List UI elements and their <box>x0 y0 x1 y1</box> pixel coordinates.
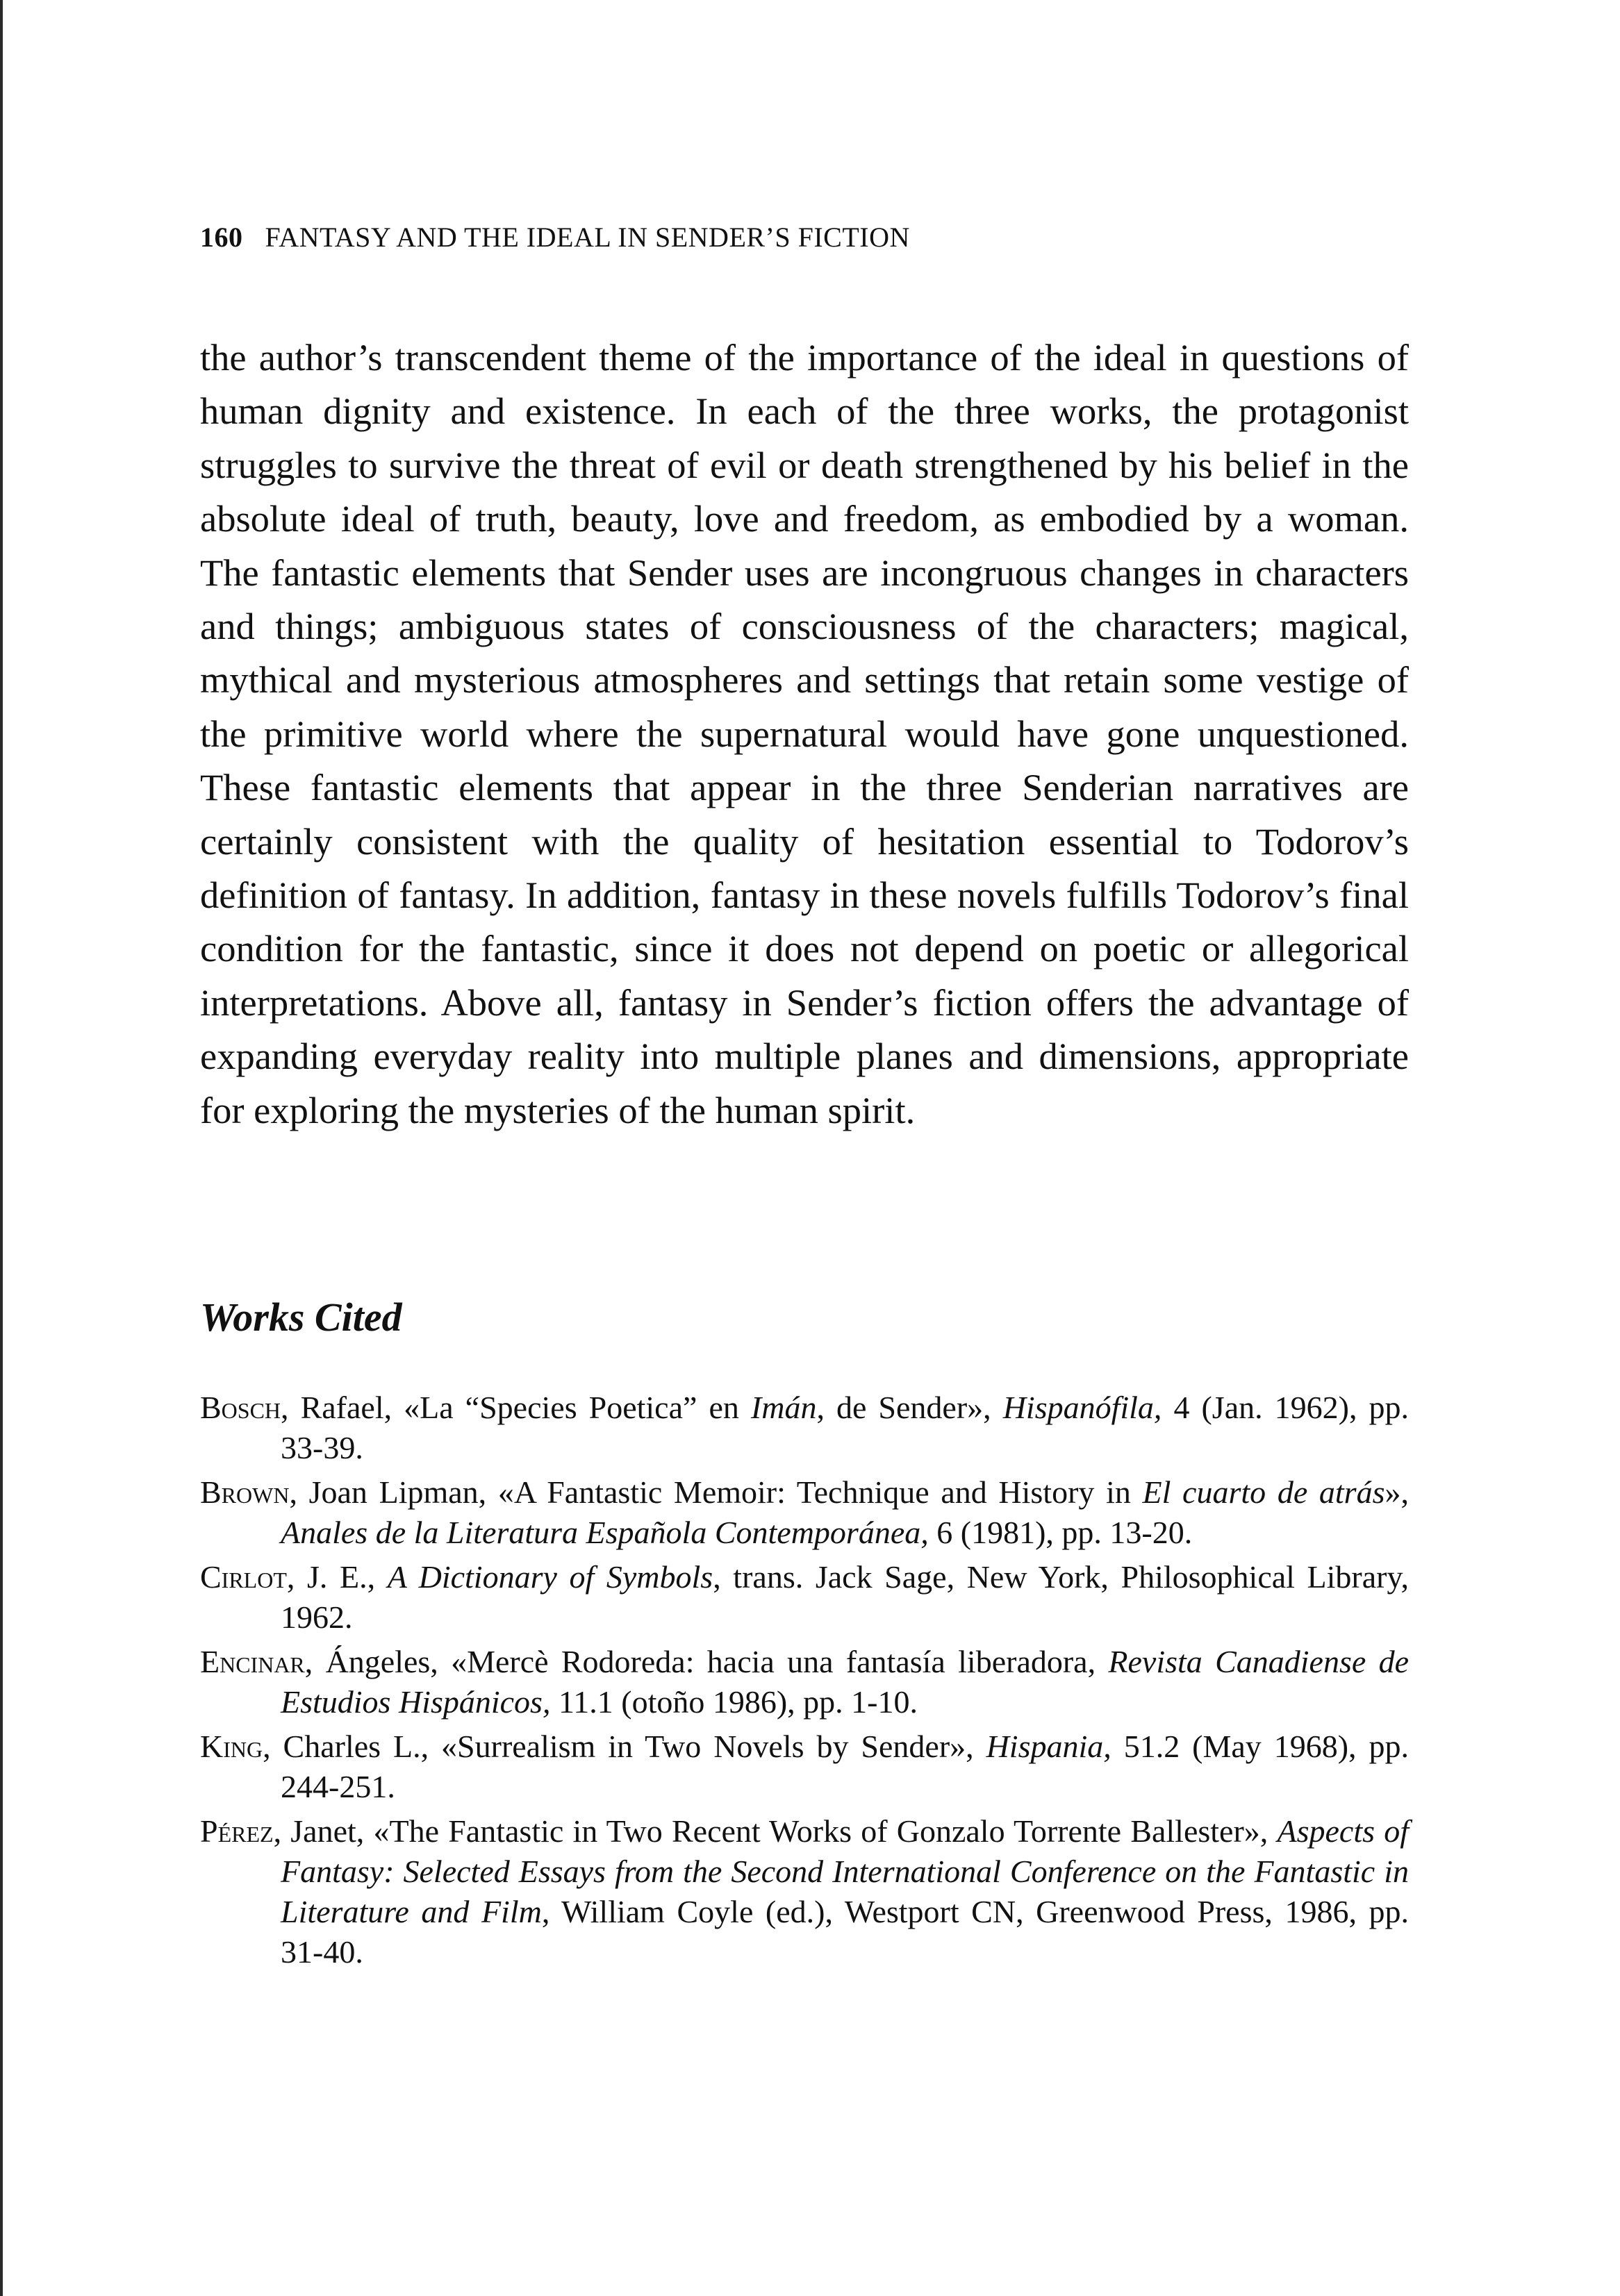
entry-italic-journal: Hispanófila, <box>1002 1390 1162 1425</box>
entry-text: , Charles L., «Surrealism in Two Novels by Sender», <box>263 1729 986 1764</box>
works-cited-entry-encinar <box>200 1642 1409 1722</box>
entry-surname: Pérez <box>200 1813 274 1849</box>
works-cited-list <box>200 1388 1409 1977</box>
entry-text: , trans. Jack Sage, New York, Philosophical Library, 1962. <box>281 1559 1409 1635</box>
entry-surname: Bosch <box>200 1390 281 1425</box>
running-title: FANTASY AND THE IDEAL IN SENDER’S FICTION <box>265 222 910 253</box>
entry-text: , Rafael, «La “Species Poetica” en <box>281 1390 751 1425</box>
entry-text: , Joan Lipman, «A Fantastic Memoir: Technique and History in <box>289 1474 1143 1510</box>
entry-text: 51.2 (May 1968), pp. 244-251. <box>281 1729 1409 1804</box>
entry-surname: Brown <box>200 1474 290 1510</box>
entry-surname: Cirlot <box>200 1559 287 1595</box>
entry-italic-journal: Hispania, <box>986 1729 1111 1764</box>
entry-text: 4 (Jan. 1962), pp. 33-39. <box>281 1390 1409 1465</box>
entry-surname: King <box>200 1729 263 1764</box>
body-paragraph: the author’s transcendent theme of the importance of the ideal in questions of human dignity and existence. In each of the three works, the protagonist struggles to survive the threat of evil or death strengthened by his belief in the absolute ideal of truth, beauty, love and freedom, as embodied by a woman. The fantastic elements that Sender uses are incongruous changes in characters and things; ambiguous states of consciousness of the characters; magical, mythical and mysterious atmospheres and settings that retain some vestige of the primitive world where the supernatural would have gone unquestioned. These fantastic elements that appear in the three Senderian narratives are certainly consistent with the quality of hesitation essential to Todorov’s definition of fantasy. In addition, fantasy in these novels fulfills Todorov’s final condition for the fantastic, since it does not depend on poetic or allegorical interpretations. Above all, fantasy in Sender’s fiction offers the advantage of expanding everyday reality into multiple planes and dimensions, appropriate for exploring the mysteries of the human spirit. <box>200 336 1409 1131</box>
entry-italic-title: A Dictionary of Symbols <box>387 1559 713 1595</box>
entry-text: 6 (1981), pp. 13-20. <box>928 1515 1193 1550</box>
page-header <box>200 221 910 254</box>
entry-italic-journal: Revista Canadiense de Estudios Hispánicos, <box>281 1644 1410 1720</box>
works-cited-entry-brown <box>200 1472 1409 1553</box>
entry-italic-journal: Anales de la Literatura Española Contemporánea, <box>281 1515 929 1550</box>
works-cited-heading: Works Cited <box>200 1295 402 1340</box>
works-cited-entry-perez <box>200 1811 1409 1972</box>
works-cited-entry-cirlot <box>200 1557 1409 1638</box>
entry-surname: Encinar <box>200 1644 305 1679</box>
entry-text: , J. E., <box>286 1559 388 1595</box>
entry-text: 11.1 (otoño 1986), pp. 1-10. <box>550 1684 918 1720</box>
entry-italic-title: El cuarto de atrás <box>1142 1474 1385 1510</box>
entry-text: , William Coyle (ed.), Westport CN, Greenwood Press, 1986, pp. 31-40. <box>281 1894 1410 1970</box>
entry-text: , de Sender», <box>816 1390 1003 1425</box>
works-cited-entry-king <box>200 1727 1409 1807</box>
entry-italic-title: Aspects of Fantasy: Selected Essays from the Second International Conference on the Fantastic in Literature and Film <box>281 1813 1410 1929</box>
entry-text: , Ángeles, «Mercè Rodoreda: hacia una fantasía liberadora, <box>304 1644 1109 1679</box>
entry-text: », <box>1385 1474 1409 1510</box>
works-cited-entry-bosch <box>200 1388 1409 1468</box>
scan-edge-line <box>0 0 3 2296</box>
entry-text: , Janet, «The Fantastic in Two Recent Works of Gonzalo Torrente Ballester», <box>273 1813 1278 1849</box>
entry-italic-title: Imán <box>750 1390 817 1425</box>
page-number: 160 <box>200 222 243 253</box>
